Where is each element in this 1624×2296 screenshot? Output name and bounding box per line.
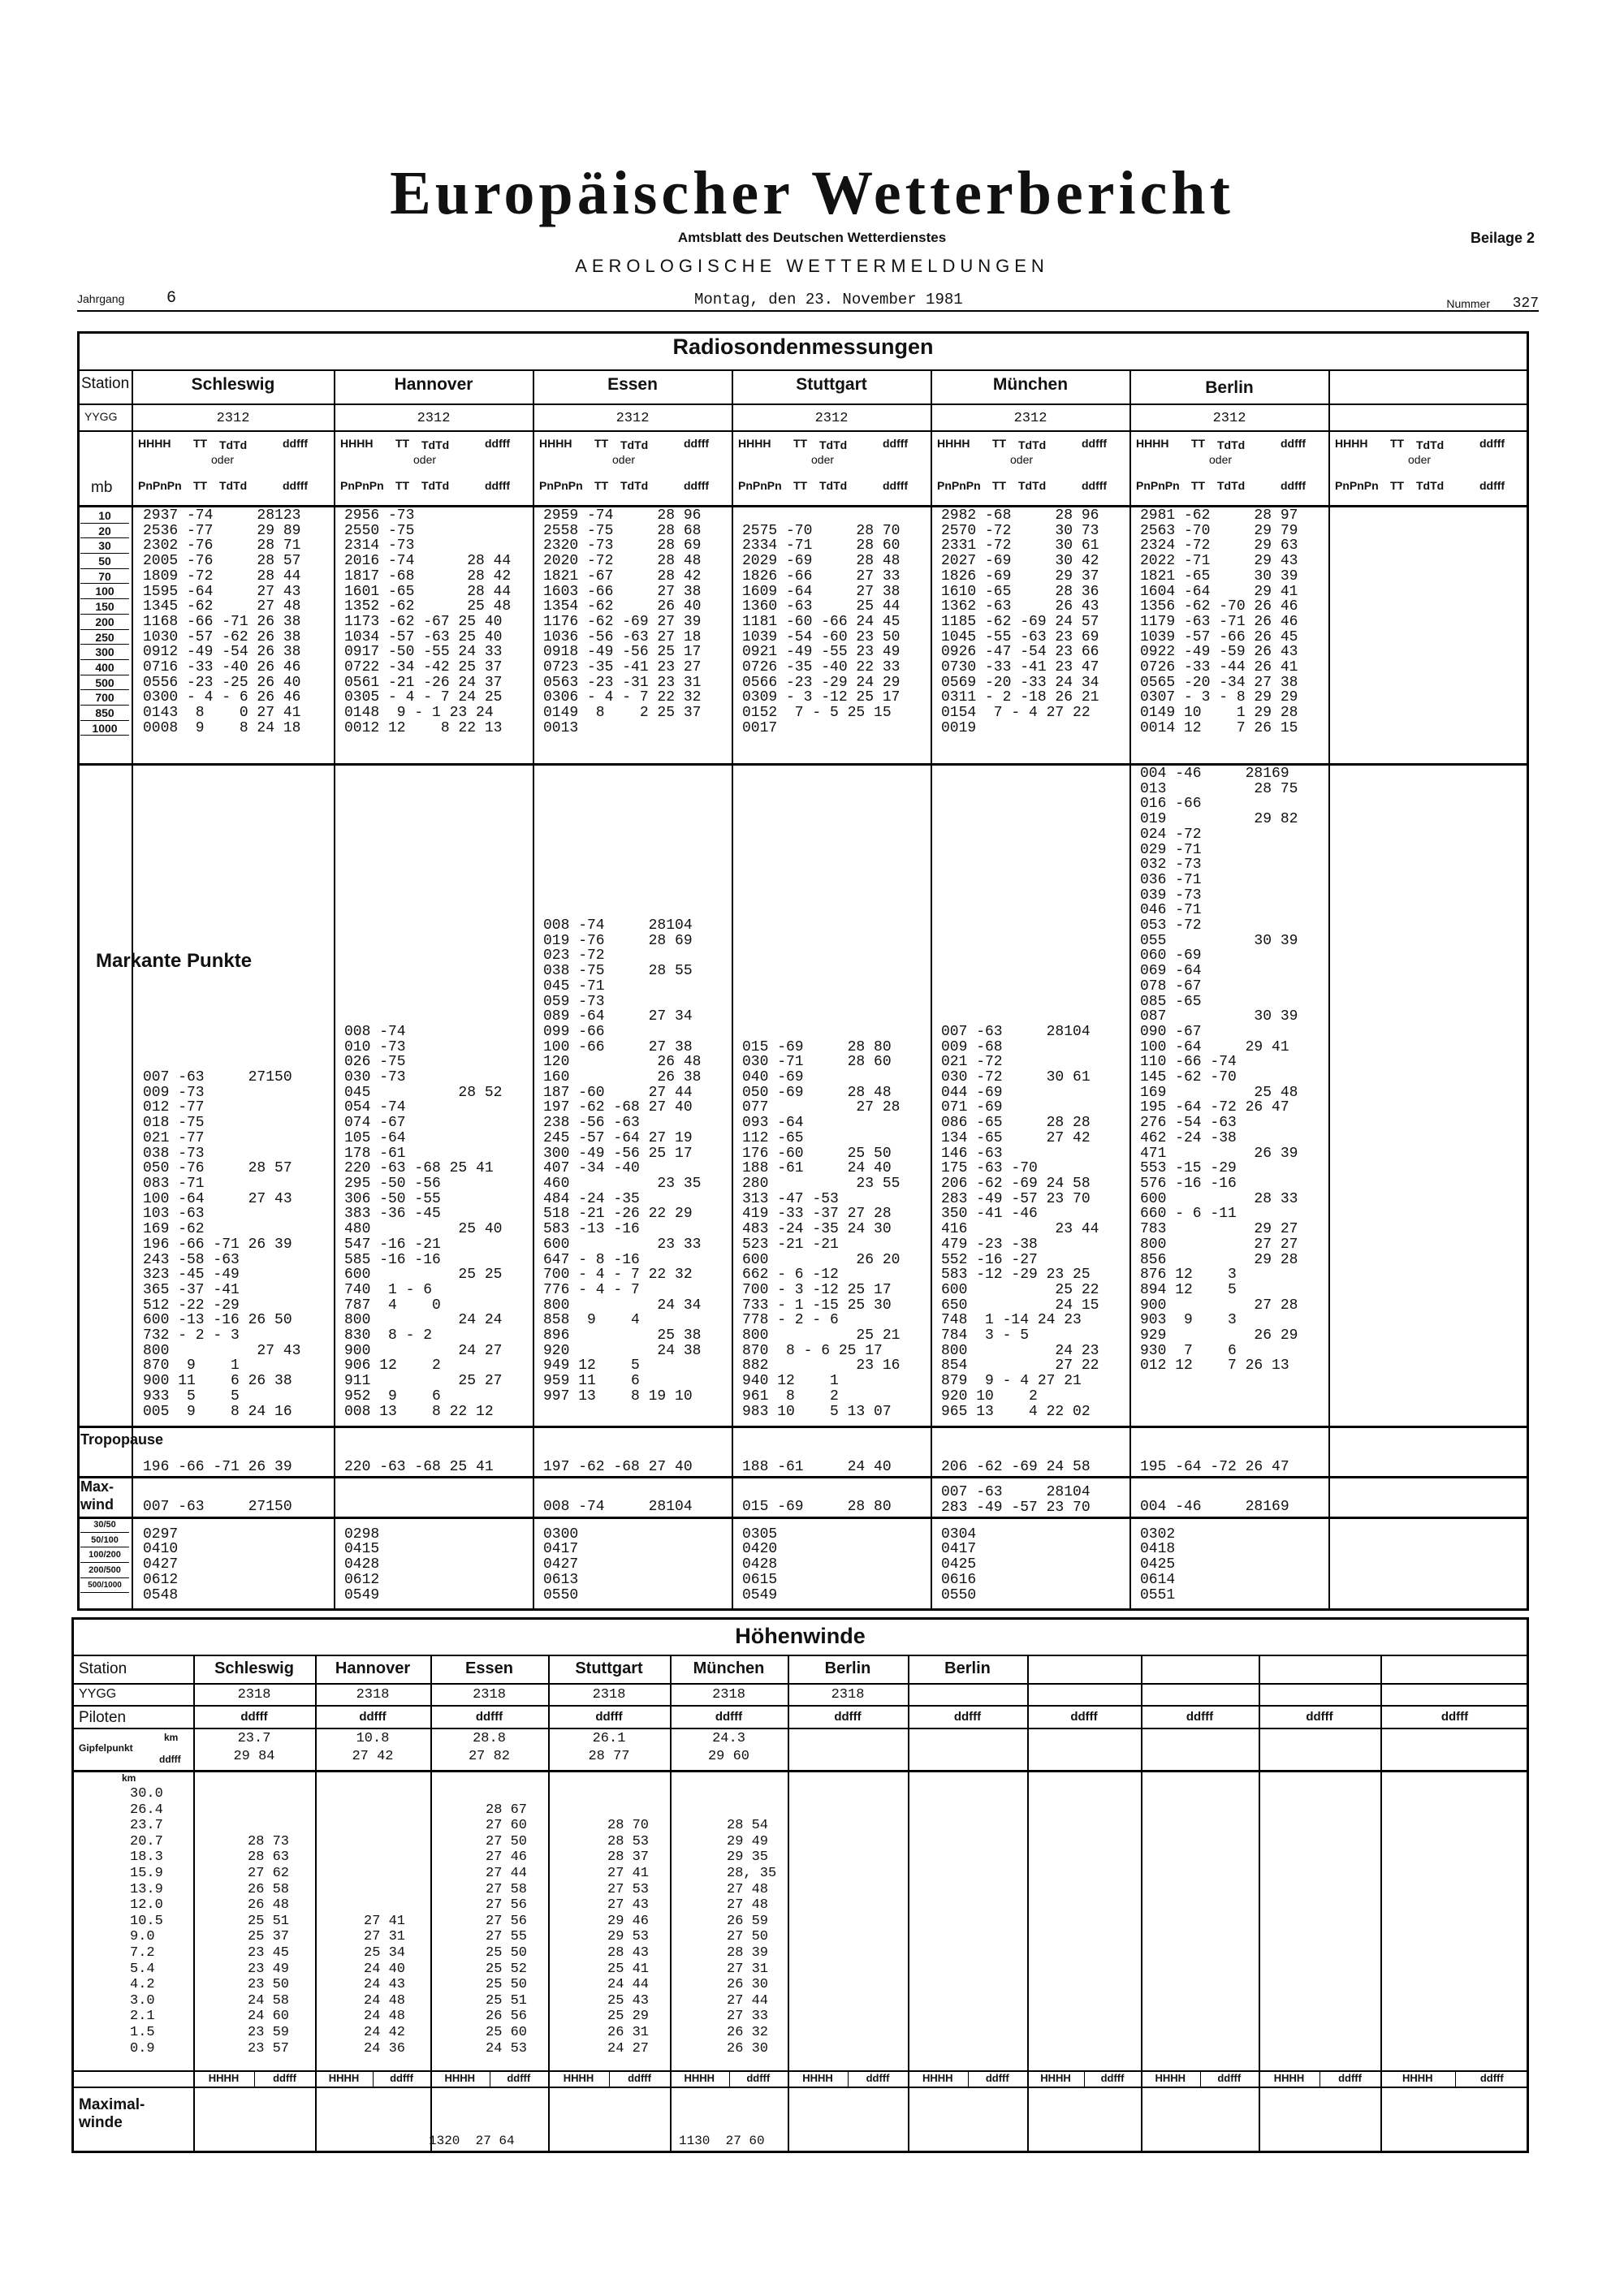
page-title: Europäischer Wetterbericht [390,159,1234,227]
rule [533,369,534,1609]
maxwind-stuttgart: 015 -69 28 80 [742,1499,892,1515]
rule [732,369,733,1609]
thick-level: 200/500 [80,1563,129,1578]
oder-label: oder [811,453,835,466]
rule [609,2070,610,2087]
max-ddfff: ddfff [1338,2072,1362,2084]
max-hhhh: HHHH [444,2072,476,2084]
gipfel-km: 26.1 [592,1731,626,1746]
max-hhhh: HHHH [563,2072,594,2084]
rule [71,1770,1529,1772]
rule [77,430,1529,432]
station-muenchen: München [992,375,1069,394]
mb-level: 250 [80,630,129,645]
gipfel-dd: 28 77 [588,1749,630,1764]
meta-row [77,289,1539,312]
date: Montag, den 23. November 1981 [694,291,963,309]
gipfel-dd: 29 84 [233,1749,275,1764]
hw-winds-muenchen: 28 54 29 49 29 35 28, 35 27 48 27 48 26 59 27 50 28 39 27 31 26 30 27 44 27 33 26 32 26 30 [727,1818,777,2056]
thick-level: 100/200 [80,1547,129,1563]
oder-label: oder [1408,453,1432,466]
maxwind-essen: 008 -74 28104 [543,1499,693,1515]
max-ddfff: ddfff [273,2072,296,2084]
maxwind-berlin: 004 -46 28169 [1140,1499,1289,1515]
max-hhhh: HHHH [1273,2072,1305,2084]
ddfff-label: ddfff [485,437,511,450]
tdtd-label: TdTd [219,438,248,451]
gipfel-dd-label: ddfff [159,1754,181,1765]
std-data-muenchen: 2982 -68 28 96 2570 -72 30 73 2331 -72 30 61 2027 -69 30 42 1826 -69 29 37 1610 -65 28 36 1362 -63 26 43 1185 -62 -69 24 57 1045 -55 -63 23 69 0926 -47 -54 23 66 0730 -33 -41 23 47 0569 -20 -33 24 34 0311 - 2 -18 26 21 0154 7 - 4 27 22 0019 [941,507,1099,736]
max-ddfff: ddfff [1100,2072,1125,2084]
pppp-label: PnPnPn [738,479,782,492]
jahrgang-value: 6 [166,289,177,308]
rule [729,2070,730,2087]
oder-label: oder [1010,453,1034,466]
tt-label: TT [193,437,208,450]
max-hhhh: HHHH [684,2072,715,2084]
pppp-label: PnPnPn [937,479,981,492]
tropo-schleswig: 196 -66 -71 26 39 [143,1459,292,1475]
thick-level: 50/100 [80,1533,129,1548]
column-header [136,434,330,503]
hw-station: Berlin [824,1659,871,1677]
hhhh-label: HHHH [738,437,771,450]
hw-winds-schleswig: 28 73 28 63 27 62 26 58 26 48 25 51 25 37 23 45 23 49 23 50 24 58 24 60 23 59 23 57 [248,1833,290,2056]
hw-ddfff: ddfff [240,1710,268,1724]
station-berlin: Berlin [1205,378,1254,397]
hw-ddfff: ddfff [595,1710,623,1724]
gipfel-km-label: km [164,1732,179,1743]
thick-berlin: 0302 0418 0425 0614 0551 [1140,1526,1176,1603]
tt-label: TT [395,437,410,450]
max-hhhh: HHHH [208,2072,240,2084]
tdtd-label: TdTd [219,479,248,492]
tt-label: TT [193,479,208,492]
tropo-essen: 197 -62 -68 27 40 [543,1459,693,1475]
hw-station: Schleswig [214,1659,294,1677]
thick-level: 30/50 [80,1517,129,1533]
rule [968,2070,969,2087]
hw-ddfff: ddfff [1186,1710,1214,1724]
markante-essen: 008 -74 28104 019 -76 28 69 023 -72 038 -75 28 55 045 -71 059 -73 089 -64 27 34 099 -66 100 -66 27 38 120 26 48 160 26 38 187 -60 27 44 197 -62 -68 27 40 238 -56 -63 245 -57 -64 27 19 300 -49 -56 25 17 407 -34 -40 460 23 35 484 -24 -35 518 -21 -26 22 29 583 -13 -16 600 23 33 647 - 8 -16 700 - 4 - 7 22 32 776 - 4 - 7 800 24 34 858 9 4 896 25 38 920 24 38 949 12 5 959 11 6 997 13 8 19 10 [543,917,702,1405]
tdtd-label: TdTd [421,438,450,451]
hw-winds-hannover: 27 41 27 31 25 34 24 40 24 43 24 48 24 48 24 42 24 36 [364,1913,406,2056]
max-ddfff: ddfff [628,2072,651,2084]
ddfff-label: ddfff [283,437,309,450]
ddfff-label: ddfff [485,479,511,492]
max-ddfff: ddfff [1479,2072,1504,2084]
yygg-value: 2312 [1013,411,1047,426]
tdtd-label: TdTd [819,479,848,492]
hhhh-label: HHHH [937,437,970,450]
tt-label: TT [594,437,609,450]
tdtd-label: TdTd [819,438,848,451]
thick-hannover: 0298 0415 0428 0612 0549 [344,1526,380,1603]
rule [77,1426,1529,1428]
thick-stuttgart: 0305 0420 0428 0615 0549 [742,1526,778,1603]
tt-label: TT [395,479,410,492]
hw-ddfff: ddfff [715,1710,743,1724]
rule [1455,2070,1456,2087]
rule [71,1728,1529,1729]
hw-station: Stuttgart [575,1659,643,1677]
maximal-muenchen: 1130 27 60 [679,2134,765,2148]
tdtd-label: TdTd [1217,438,1246,451]
max-hhhh: HHHH [1155,2072,1186,2084]
hw-ddfff: ddfff [1306,1710,1333,1724]
std-data-stuttgart: 2575 -70 28 70 2334 -71 28 60 2029 -69 28 48 1826 -66 27 33 1609 -64 27 38 1360 -63 25 44 1181 -60 -66 24 45 1039 -54 -60 23 50 0921 -49 -55 23 49 0726 -35 -40 22 33 0566 -23 -29 24 29 0309 - 3 -12 25 17 0152 7 - 5 25 15 0017 [742,522,901,736]
pppp-label: PnPnPn [138,479,182,492]
thickness-levels [80,1517,129,1593]
yygg-value: 2312 [216,411,250,426]
tdtd-label: TdTd [421,479,450,492]
column-header [538,434,731,503]
hoehenwinde-title: Höhenwinde [735,1624,866,1648]
rule [71,1655,1529,1656]
tdtd-label: TdTd [1018,438,1047,451]
tdtd-label: TdTd [1416,479,1445,492]
tropo-hannover: 220 -63 -68 25 41 [344,1459,494,1475]
rule [132,369,133,1609]
hw-station: Berlin [944,1659,991,1677]
thick-essen: 0300 0417 0427 0613 0550 [543,1526,579,1603]
rule [71,2087,1529,2088]
rule [848,2070,849,2087]
rule [1328,369,1330,1609]
tdtd-label: TdTd [620,438,649,451]
nummer-label: Nummer [1446,297,1490,310]
mb-level: 1000 [80,721,129,736]
hw-yygg: 2318 [356,1687,390,1703]
rule [77,1517,1529,1519]
pppp-label: PnPnPn [539,479,583,492]
maxwind-label: Max-wind [80,1478,114,1513]
tropopause-label: Tropopause [80,1431,164,1448]
ddfff-label: ddfff [1281,479,1307,492]
markante-muenchen: 007 -63 28104 009 -68 021 -72 030 -72 30 61 044 -69 071 -69 086 -65 28 28 134 -65 27 42 146 -63 175 -63 -70 206 -62 -69 24 58 283 -49 -57 23 70 350 -41 -46 416 23 44 479 -23 -38 552 -16 -27 583 -12 -29 23 25 600 25 22 650 24 15 748 1 -14 24 23 784 3 - 5 800 24 23 854 27 22 879 9 - 4 27 21 920 10 2 965 13 4 22 02 [941,1023,1099,1420]
oder-label: oder [1209,453,1233,466]
maximal-label: Maximal-winde [79,2096,145,2131]
rule [334,369,335,1609]
rule [77,763,1529,766]
tt-label: TT [1191,437,1206,450]
tt-label: TT [1390,479,1405,492]
thick-level: 500/1000 [80,1578,129,1594]
tt-label: TT [793,437,808,450]
hw-yygg: 2318 [592,1687,626,1703]
hw-winds-essen: 28 67 27 60 27 50 27 46 27 44 27 58 27 56 27 56 27 55 25 50 25 52 25 50 25 51 26 56 25 60 24 53 [486,1802,528,2056]
mb-level: 150 [80,599,129,615]
ddfff-label: ddfff [684,479,710,492]
hhhh-label: HHHH [1136,437,1169,450]
mb-level: 400 [80,660,129,675]
maxwind-schleswig: 007 -63 27150 [143,1499,292,1515]
yygg-value: 2312 [814,411,849,426]
tt-label: TT [1191,479,1206,492]
hw-ddfff: ddfff [834,1710,862,1724]
ddfff-label: ddfff [1479,479,1505,492]
tdtd-label: TdTd [1018,479,1047,492]
tt-label: TT [992,437,1007,450]
tt-label: TT [992,479,1007,492]
station-hannover: Hannover [394,375,473,394]
thick-muenchen: 0304 0417 0425 0616 0550 [941,1526,977,1603]
hw-station: Essen [465,1659,513,1677]
markante-stuttgart: 015 -69 28 80 030 -71 28 60 040 -69 050 -69 28 48 077 27 28 093 -64 112 -65 176 -60 25 50 188 -61 24 40 280 23 55 313 -47 -53 419 -33 -37 27 28 483 -24 -35 24 30 523 -21 -21 600 26 20 662 - 6 -12 700 - 3 -12 25 17 733 - 1 -15 25 30 778 - 2 - 6 800 25 21 870 8 - 6 25 17 882 23 16 940 12 1 961 8 2 983 10 5 13 07 [742,1038,901,1420]
gipfel-km: 10.8 [356,1731,390,1746]
gipfel-km: 28.8 [473,1731,506,1746]
ddfff-label: ddfff [1281,437,1307,450]
beilage: Beilage 2 [1470,230,1535,246]
max-ddfff: ddfff [1217,2072,1242,2084]
hw-yygg: 2318 [831,1687,865,1703]
ddfff-label: ddfff [883,437,909,450]
pppp-label: PnPnPn [1335,479,1379,492]
max-ddfff: ddfff [390,2072,413,2084]
column-header [1134,434,1328,503]
radiosonde-title: Radiosondenmessungen [672,334,934,359]
hw-yygg: 2318 [712,1687,745,1703]
ddfff-label: ddfff [1082,479,1108,492]
mb-level: 50 [80,554,129,569]
hw-km-values: 30.0 26.4 23.7 20.7 18.3 15.9 13.9 12.0 10.5 9.0 7.2 5.4 4.2 3.0 2.1 1.5 0.9 [130,1786,163,2056]
oder-label: oder [211,453,235,466]
mb-level: 200 [80,615,129,630]
std-data-essen: 2959 -74 28 96 2558 -75 28 68 2320 -73 28 69 2020 -72 28 48 1821 -67 28 42 1603 -66 27 38 1354 -62 26 40 1176 -62 -69 27 39 1036 -56 -63 27 18 0918 -49 -56 25 17 0723 -35 -41 23 27 0563 -23 -31 23 31 0306 - 4 - 7 22 32 0149 8 2 25 37 0013 [543,507,702,736]
yygg-label: YYGG [84,410,118,423]
yygg-value: 2312 [615,411,650,426]
yygg-value: 2312 [417,411,451,426]
max-hhhh: HHHH [1402,2072,1433,2084]
hhhh-label: HHHH [340,437,374,450]
tt-label: TT [594,479,609,492]
mb-level: 70 [80,569,129,585]
max-ddfff: ddfff [985,2072,1009,2084]
oder-label: oder [612,453,636,466]
column-header [1333,434,1527,503]
std-data-schleswig: 2937 -74 28123 2536 -77 29 89 2302 -76 28 71 2005 -76 28 57 1809 -72 28 44 1595 -64 27 43 1345 -62 27 48 1168 -66 -71 26 38 1030 -57 -62 26 38 0912 -49 -54 26 38 0716 -33 -40 26 46 0556 -23 -25 26 40 0300 - 4 - 6 26 46 0143 8 0 27 41 0008 9 8 24 18 [143,507,301,736]
hw-ddfff: ddfff [1070,1710,1098,1724]
thick-schleswig: 0297 0410 0427 0612 0548 [143,1526,179,1603]
subtitle: Amtsblatt des Deutschen Wetterdienstes [677,230,947,245]
mb-level: 850 [80,706,129,721]
tdtd-label: TdTd [1416,438,1445,451]
section-heading: AEROLOGISCHE WETTERMELDUNGEN [575,256,1049,276]
max-hhhh: HHHH [1040,2072,1071,2084]
station-essen: Essen [607,375,658,394]
mb-level: 700 [80,690,129,706]
rule [71,1683,1529,1685]
max-hhhh: HHHH [922,2072,953,2084]
maxwind-muenchen: 007 -63 28104 283 -49 -57 23 70 [941,1484,1091,1516]
gipfel-dd: 27 82 [468,1749,510,1764]
tdtd-label: TdTd [1217,479,1246,492]
pppp-label: PnPnPn [1136,479,1180,492]
hhhh-label: HHHH [1335,437,1368,450]
hw-ddfff: ddfff [475,1710,503,1724]
max-ddfff: ddfff [866,2072,890,2084]
markante-text: Markante Punkte [96,950,253,972]
mb-level: 30 [80,538,129,554]
ddfff-label: ddfff [684,437,710,450]
station-schleswig: Schleswig [191,375,275,394]
std-data-hannover: 2956 -73 2550 -75 2314 -73 2016 -74 28 44 1817 -68 28 42 1601 -65 28 44 1352 -62 25 48 1173 -62 -67 25 40 1034 -57 -63 25 40 0917 -50 -55 24 33 0722 -34 -42 25 37 0561 -21 -26 24 37 0305 - 4 - 7 24 25 0148 9 - 1 23 24 0012 12 8 22 13 [344,507,512,736]
column-header [339,434,532,503]
max-ddfff: ddfff [746,2072,771,2084]
gipfel-label: Gipfelpunkt [79,1742,133,1754]
gipfel-km: 23.7 [237,1731,271,1746]
hw-station: München [693,1659,765,1677]
maximal-essen: 1320 27 64 [429,2134,515,2148]
max-hhhh: HHHH [328,2072,360,2084]
hw-ddfff: ddfff [359,1710,387,1724]
tropo-stuttgart: 188 -61 24 40 [742,1459,892,1475]
yygg-value: 2312 [1212,411,1246,426]
column-header [935,434,1129,503]
markante-hannover: 008 -74 010 -73 026 -75 030 -73 045 28 52 054 -74 074 -67 105 -64 178 -61 220 -63 -68 25 41 295 -50 -56 306 -50 -55 383 -36 -45 480 25 40 547 -16 -21 585 -16 -16 600 25 25 740 1 - 6 787 4 0 800 24 24 830 8 - 2 900 24 27 906 12 2 911 25 27 952 9 6 008 13 8 22 12 [344,1023,503,1420]
hw-piloten-label: Piloten [79,1709,127,1726]
markante-berlin: 004 -46 28169 013 28 75 016 -66 019 29 82 024 -72 029 -71 032 -73 036 -71 039 -73 046 -71 053 -72 055 30 39 060 -69 069 -64 078 -67 085 -65 087 30 39 090 -67 100 -64 29 41 110 -66 -74 145 -62 -70 169 25 48 195 -64 -72 26 47 276 -54 -63 462 -24 -38 471 26 39 553 -15 -29 576 -16 -16 600 28 33 660 - 6 -11 783 29 27 800 27 27 856 29 28 876 12 3 894 12 5 900 27 28 903 9 3 929 26 29 930 7 6 012 12 7 26 13 [1140,766,1298,1375]
oder-label: oder [413,453,437,466]
station-label: Station [81,375,130,392]
rule [931,369,932,1609]
hw-station: Hannover [335,1659,411,1677]
mb-level: 300 [80,645,129,660]
hw-winds-stuttgart: 28 70 28 53 28 37 27 41 27 53 27 43 29 46 29 53 28 43 25 41 24 44 25 43 25 29 26 31 24 27 [607,1818,650,2056]
markante-label [88,950,253,973]
gipfel-km: 24.3 [712,1731,745,1746]
rule [254,2070,255,2087]
rule [77,404,1529,405]
hhhh-label: HHHH [539,437,572,450]
mb-levels [80,508,129,736]
gipfel-dd: 29 60 [707,1749,749,1764]
hw-ddfff: ddfff [953,1710,982,1724]
hw-ddfff: ddfff [1440,1710,1469,1724]
mb-level: 500 [80,675,129,691]
hw-km-label: km [122,1772,136,1784]
hw-station-label: Station [79,1660,127,1677]
column-header [736,434,930,503]
pppp-label: PnPnPn [340,479,384,492]
ddfff-label: ddfff [1082,437,1108,450]
nummer-value: 327 [1512,296,1539,312]
gipfel-dd: 27 42 [352,1749,394,1764]
mb-level: 10 [80,508,129,524]
rule [1129,369,1131,1609]
ddfff-label: ddfff [1479,437,1505,450]
rule [373,2070,374,2087]
rule [71,1705,1529,1707]
station-stuttgart: Stuttgart [796,375,867,394]
max-hhhh: HHHH [802,2072,833,2084]
tropo-berlin: 195 -64 -72 26 47 [1140,1459,1289,1475]
tt-label: TT [1390,437,1405,450]
rule [77,369,1529,371]
hw-yygg: 2318 [473,1687,506,1703]
std-data-berlin: 2981 -62 28 97 2563 -70 29 79 2324 -72 29 63 2022 -71 29 43 1821 -65 30 39 1604 -64 29 41 1356 -62 -70 26 46 1179 -63 -71 26 46 1039 -57 -66 26 45 0922 -49 -59 26 43 0726 -33 -44 26 41 0565 -20 -34 27 38 0307 - 3 - 8 29 29 0149 10 1 29 28 0014 12 7 26 15 [1140,507,1298,736]
rule [1084,2070,1085,2087]
mb-level: 20 [80,524,129,539]
hhhh-label: HHHH [138,437,171,450]
jahrgang-label: Jahrgang [77,292,125,305]
mb-label: mb [91,479,113,496]
ddfff-label: ddfff [883,479,909,492]
tdtd-label: TdTd [620,479,649,492]
rule [1200,2070,1201,2087]
markante-schleswig: 007 -63 27150 009 -73 012 -77 018 -75 021 -77 038 -73 050 -76 28 57 083 -71 100 -64 27 43 103 -63 169 -62 196 -66 -71 26 39 243 -58 -63 323 -45 -49 365 -37 -41 512 -22 -29 600 -13 -16 26 50 732 - 2 - 3 800 27 43 870 9 1 900 11 6 26 38 933 5 5 005 9 8 24 16 [143,1069,301,1420]
tropo-muenchen: 206 -62 -69 24 58 [941,1459,1091,1475]
rule [77,1476,1529,1478]
hw-yygg-label: YYGG [79,1687,117,1701]
hw-yygg: 2318 [237,1687,271,1703]
max-ddfff: ddfff [507,2072,531,2084]
ddfff-label: ddfff [283,479,309,492]
mb-level: 100 [80,584,129,599]
tt-label: TT [793,479,808,492]
